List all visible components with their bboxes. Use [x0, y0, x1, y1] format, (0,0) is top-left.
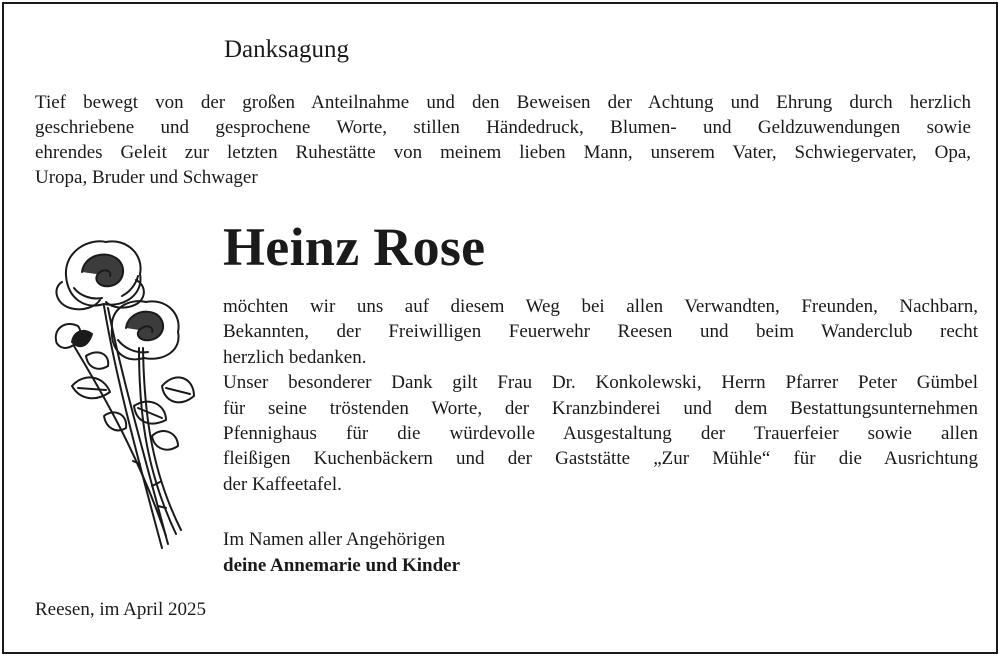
body-line: für seine tröstenden Worte, der Kranzbinderei und dem Bestattungsunternehmen: [223, 397, 978, 419]
body-line: herzlich bedanken.: [223, 346, 367, 368]
roses-illustration-icon: [44, 236, 200, 552]
obituary-card: [2, 2, 998, 654]
closing-line: Im Namen aller Angehörigen: [223, 529, 446, 550]
body-line: möchten wir uns auf diesem Weg bei allen Verwandten, Freunden, Nachbarn,: [223, 296, 978, 317]
place-date: Reesen, im April 2025: [35, 599, 206, 620]
intro-line: geschriebene und gesprochene Worte, stillen Händedruck, Blumen- und Geldzuwendungen sowie: [35, 117, 971, 138]
closing-block: [223, 527, 460, 578]
body-line: Pfennighaus für die würdevolle Ausgestaltung der Trauerfeier sowie allen: [223, 423, 978, 445]
body-paragraph: [223, 294, 978, 497]
deceased-name: Heinz Rose: [223, 217, 486, 277]
intro-line: Tief bewegt von der großen Anteilnahme und den Beweisen der Achtung und Ehrung durch herzlich: [35, 92, 971, 113]
body-line: Bekannten, der Freiwilligen Feuerwehr Reesen und beim Wanderclub recht: [223, 321, 978, 343]
intro-line: ehrendes Geleit zur letzten Ruhestätte von meinem lieben Mann, unserem Vater, Schwiegervater, Opa,: [35, 142, 971, 163]
body-line: der Kaffeetafel.: [223, 473, 342, 495]
intro-line: Uropa, Bruder und Schwager: [35, 167, 258, 188]
body-line: Unser besonderer Dank gilt Frau Dr. Konkolewski, Herrn Pfarrer Peter Gümbel: [223, 372, 978, 394]
body-line: fleißigen Kuchenbäckern und der Gaststätte „Zur Mühle“ für die Ausrichtung: [223, 448, 978, 470]
signature: deine Annemarie und Kinder: [223, 554, 460, 576]
heading: Danksagung: [224, 36, 349, 63]
intro-paragraph: [35, 90, 971, 190]
